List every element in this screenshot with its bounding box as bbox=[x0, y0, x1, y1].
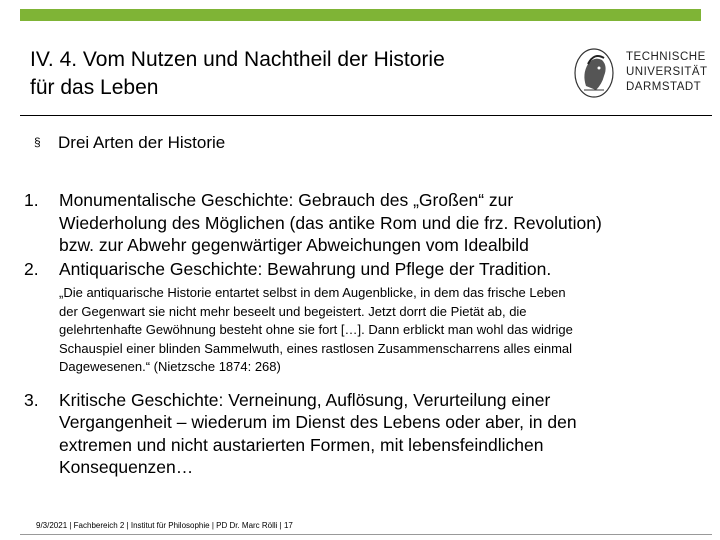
logo-text bbox=[626, 50, 708, 95]
nietzsche-quote bbox=[24, 284, 704, 377]
title-line-1: IV. 4. Vom Nutzen und Nachtheil der Historie bbox=[30, 48, 445, 71]
list-item-antiquarian bbox=[24, 258, 704, 281]
list-item-line: Vergangenheit – wiederum im Dienst des Lebens oder aber, in den bbox=[59, 412, 577, 432]
university-logo bbox=[566, 44, 706, 102]
logo-text-line-3: DARMSTADT bbox=[626, 81, 702, 93]
list-number: 2. bbox=[24, 258, 39, 279]
quote-line: gelehrtenhafte Gewöhnung besteht ohne sie fort […]. Dann erblickt man wohl das widrige bbox=[59, 322, 573, 337]
list-number: 3. bbox=[24, 389, 39, 410]
footer-divider bbox=[20, 534, 712, 535]
list-item-line: extremen und nicht austarierten Formen, mit lebensfeindlichen bbox=[59, 434, 544, 455]
title-divider bbox=[20, 115, 712, 116]
bullet-heading-text: Drei Arten der Historie bbox=[58, 133, 226, 152]
title-line-2: für das Leben bbox=[30, 76, 159, 99]
bullet-heading bbox=[34, 131, 225, 154]
slide-footer: 9/3/2021 | Fachbereich 2 | Institut für Philosophie | PD Dr. Marc Rölli | 17 bbox=[36, 521, 293, 530]
list-number: 1. bbox=[24, 190, 39, 210]
quote-line: der Gegenwart sie nicht mehr beseelt und begeistert. Jetzt dorrt die Pietät ab, die bbox=[59, 303, 527, 319]
athena-seal-icon bbox=[572, 46, 616, 100]
quote-line: „Die antiquarische Historie entartet selbst in dem Augenblicke, in dem das frische Leben bbox=[59, 285, 566, 300]
section-bullet-icon: § bbox=[34, 135, 41, 149]
list-item-line: bzw. zur Abwehr gegenwärtiger Abweichungen vom Idealbild bbox=[59, 235, 529, 255]
logo-text-line-2: UNIVERSITÄT bbox=[626, 66, 708, 78]
logo-text-line-1: TECHNISCHE bbox=[626, 51, 706, 63]
numbered-list bbox=[24, 189, 704, 479]
list-item-monumental bbox=[24, 189, 704, 257]
list-item-line: Wiederholung des Möglichen (das antike Rom und die frz. Revolution) bbox=[59, 212, 602, 233]
list-item-line: Monumentalische Geschichte: Gebrauch des „Großen“ zur bbox=[59, 190, 514, 210]
accent-bar bbox=[20, 9, 701, 21]
list-item-line: Konsequenzen… bbox=[59, 457, 194, 477]
list-item-critical bbox=[24, 389, 704, 479]
slide-title bbox=[30, 46, 550, 102]
list-item-line: Antiquarische Geschichte: Bewahrung und Pflege der Tradition. bbox=[59, 258, 552, 279]
list-item-line: Kritische Geschichte: Verneinung, Auflösung, Verurteilung einer bbox=[59, 389, 551, 410]
quote-line: Schauspiel einer blinden Sammelwuth, eines rastlosen Zusammenscharrens alles einmal bbox=[59, 340, 573, 356]
quote-line: Dagewesenen.“ (Nietzsche 1874: 268) bbox=[59, 359, 281, 374]
